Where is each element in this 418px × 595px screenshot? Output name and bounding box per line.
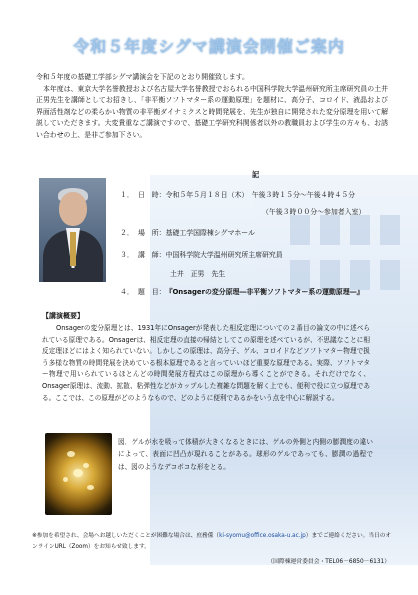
contact-info: （国際棟運営委員会・TEL06－6850－6131） bbox=[267, 559, 390, 565]
intro-text bbox=[36, 72, 388, 142]
detail-topic: ４． 題 目：『Onsagerの変分原理―非平衡ソフトマター系の運動原理―』 bbox=[120, 288, 364, 296]
detail-date: １． 日 時：令和５年５月１８日（木） 午後３時１５分～午後４時４５分 bbox=[120, 191, 356, 199]
abstract-text: Onsagerの変分原理とは、1931年にOnsagerが発表した相反定理についての２番目の論文の中に述べられている原理である。Onsagerは、相反定理の直接の帰結としてこの原理を述べているが、不思議なことに相反定理ほどにはよく知られていない。しかしこの原理は、高分子、ゲル、コロイドなどソフトマター物理で扱う多様な物質の時間発展を決めている根本原理であると言っていいほど重要な原理である。実際、ソフトマター物理で用いられているほとんどの時間発展方程式はこの原理から導くことができる。それだけでなく、Onsager原理は、流動、拡散、粘弾性などがカップルした複雑な問題を解く上でも、便利で役に立つ原理である。ここでは、この原理がどのようなもので、どのように便利であるかをいう点を中心に解説する。 bbox=[42, 324, 370, 402]
detail-speaker: ３． 講 師：中国科学院大学温州研究所主席研究員 bbox=[120, 251, 283, 259]
detail-place: ２． 場 所：基礎工学国際棟シグマホール bbox=[120, 229, 255, 237]
page-title: 令和５年度シグマ講演会開催ご案内 bbox=[73, 37, 345, 56]
intro-paragraph-2: 本年度は、東京大学名誉教授および名古屋大学名誉教授でおられる中国科学院大学温州研究所主席研究員の土井正男先生を講師としてお招きし、「非平衡ソフトマター系の運動原理」を題材に、高分子、コロイド、液晶および界面活性剤などの柔らかい物質の非平衡ダイナミクスと時間発展を、先生が独自に開発された変分原理を用いて解説していただきます。大変貴重なご講演ですので、基礎工学研究科関係者以外の教職員および学生の方々も、お誘い合わせの上、是非ご参加下さい。 bbox=[36, 84, 388, 139]
speaker-portrait bbox=[39, 178, 106, 282]
intro-paragraph-1: 令和５年度の基礎工学部シグマ講演会を下記のとおり開催致します。 bbox=[36, 73, 249, 81]
footer-note: ※参加を希望され、会場へお越しいただくことが困難な場合は、庶務係（ki-syomu@office.osaka-u.ac.jp）までご連絡ください。当日のオンラインURL（Zoom）をお知らせ致します。 bbox=[32, 533, 392, 550]
detail-speaker-name: 土井 正男 先生 bbox=[170, 270, 226, 278]
gel-caption: 図．ゲルが水を吸って体積が大きくなるときには、ゲルの外側と内側の膨潤度の違いによって、表面に凹凸が現れることがある。球形のゲルであっても、膨潤の過程では、図のようなデコボコな形をとる。 bbox=[118, 438, 373, 471]
detail-entry-time: （午後３時００分～参加者入室） bbox=[262, 208, 366, 216]
gel-photo bbox=[45, 433, 112, 515]
abstract-heading: 【講演概要】 bbox=[42, 312, 84, 320]
ki-heading: 記 bbox=[252, 170, 260, 179]
contact-email-link[interactable]: ki-syomu@office.osaka-u.ac.jp bbox=[219, 533, 306, 539]
